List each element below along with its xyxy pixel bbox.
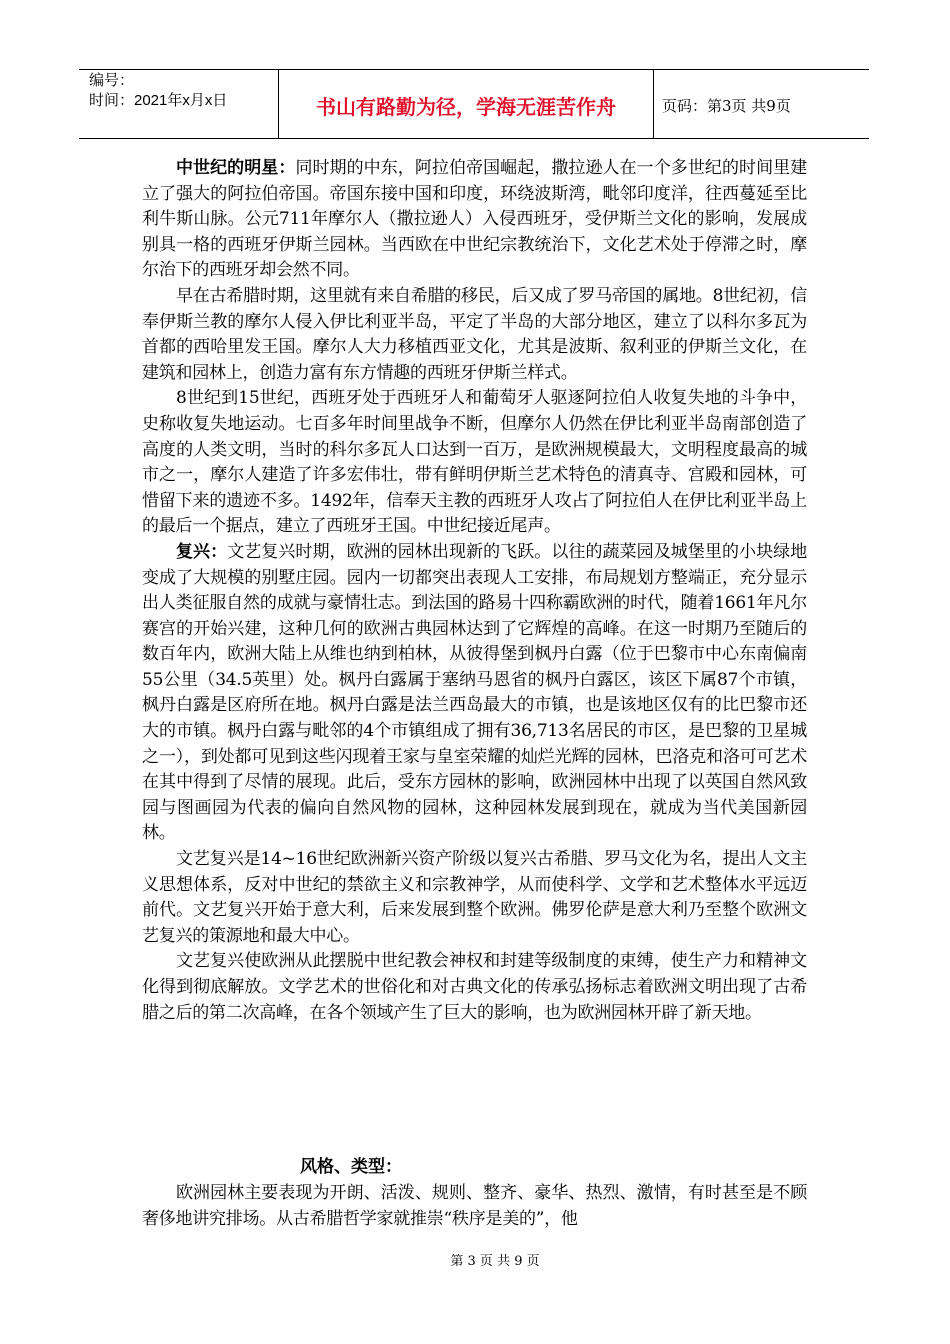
- document-number-label: 编号：: [89, 72, 135, 89]
- header-motto: 书山有路勤为径，学海无涯苦作舟: [279, 70, 654, 138]
- document-date-label: 时间：2021年x月x日: [89, 92, 228, 109]
- page-header: [79, 69, 869, 139]
- paragraph-medieval-star: [142, 156, 807, 284]
- paragraph-ancient-greece: 早在古希腊时期，这里就有来自希腊的移民，后又成了罗马帝国的属地。8世纪初，信奉伊斯兰教的摩尔人侵入伊比利亚半岛，平定了半岛的大部分地区，建立了以科尔多瓦为首都的西哈里发王国。摩尔人大力移植西亚文化，尤其是波斯、叙利亚的伊斯兰文化，在建筑和园林上，创造力富有东方情趣的西班牙伊斯兰样式。: [142, 285, 807, 383]
- section-heading-style-types: 风格、类型：: [300, 1157, 402, 1177]
- paragraph-lead-renaissance: 复兴：: [176, 541, 228, 562]
- style-content: [142, 1181, 807, 1232]
- header-meta: [79, 70, 279, 138]
- paragraph-renaissance-definition: 文艺复兴是14~16世纪欧洲新兴资产阶级以复兴古希腊、罗马文化为名，提出人文主义思想体系，反对中世纪的禁欲主义和宗教神学，从而使科学、文学和艺术整体水平远迈前代。文艺复兴开始于意大利，后来发展到整个欧洲。佛罗伦萨是意大利乃至整个欧洲文艺复兴的策源地和最大中心。: [142, 849, 807, 946]
- paragraph-text: 同时期的中东，阿拉伯帝国崛起，撒拉逊人在一个多世纪的时间里建立了强大的阿拉伯帝国。帝国东接中国和印度，环绕波斯湾，毗邻印度洋，往西蔓延至比利牛斯山脉。公元711年摩尔人（撒拉逊人）入侵西班牙，受伊斯兰文化的影响，发展成别具一格的西班牙伊斯兰园林。当西欧在中世纪宗教统治下，文化艺术处于停滞之时，摩尔治下的西班牙却会然不同。: [142, 158, 807, 281]
- paragraph-lead-medieval: 中世纪的明星：: [176, 158, 296, 178]
- main-content: [142, 156, 807, 1026]
- paragraph-renaissance-impact: 文艺复兴使欧洲从此摆脱中世纪教会神权和封建等级制度的束缚，使生产力和精神文化得到彻底解放。文学艺术的世俗化和对古典文化的传承弘扬标志着欧洲文明出现了古希腊之后的第二次高峰，在各个领域产生了巨大的影响，也为欧洲园林开辟了新天地。: [142, 951, 807, 1023]
- paragraph-reconquista: 8世纪到15世纪，西班牙处于西班牙人和葡萄牙人驱逐阿拉伯人收复失地的斗争中，史称收复失地运动。七百多年时间里战争不断，但摩尔人仍然在伊比利亚半岛南部创造了高度的人类文明，当时的科尔多瓦人口达到一百万，是欧洲规模最大，文明程度最高的城市之一，摩尔人建造了许多宏伟壮，带有鲜明伊斯兰艺术特色的清真寺、宫殿和园林，可惜留下来的遗迹不多。1492年，信奉天主教的西班牙人攻占了阿拉伯人在伊比利亚半岛上的最后一个据点，建立了西班牙王国。中世纪接近尾声。: [142, 388, 807, 537]
- paragraph-text: 文艺复兴时期，欧洲的园林出现新的飞跃。以往的蔬菜园及城堡里的小块绿地变成了大规模的别墅庄园。园内一切都突出表现人工安排，布局规划方整端正，充分显示出人类征服自然的成就与豪情壮志。到法国的路易十四称霸欧洲的时代，随着1661年凡尔赛宫的开始兴建，这种几何的欧洲古典园林达到了它辉煌的高峰。在这一时期乃至随后的数百年内，欧洲大陆上从维也纳到柏林，从彼得堡到枫丹白露（位于巴黎市中心东南偏南55公里（34.5英里）处。枫丹白露属于塞纳马恩省的枫丹白露区，该区下属87个市镇，枫丹白露是区府所在地。枫丹白露是法兰西岛最大的市镇，也是该地区仅有的比巴黎市还大的市镇。枫丹白露与毗邻的4个市镇组成了拥有36,713名居民的市区，是巴黎的卫星城之一），到处都可见到这些闪现着王家与皇室荣耀的灿烂光辉的园林，巴洛克和洛可可艺术在其中得到了尽情的展现。此后，受东方园林的影响，欧洲园林中出现了以英国自然风致园与图画园为代表的偏向自然风物的园林，这种园林发展到现在，就成为当代美国新园林。: [142, 541, 807, 844]
- paragraph-renaissance: [142, 540, 807, 847]
- header-page-number: 页码：第3页 共9页: [662, 96, 791, 115]
- page-footer: 第 3 页 共 9 页: [450, 1254, 540, 1269]
- paragraph-european-garden-style: 欧洲园林主要表现为开朗、活泼、规则、整齐、豪华、热烈、激情，有时甚至是不顾奢侈地讲究排场。从古希腊哲学家就推崇“秩序是美的”，他: [142, 1183, 807, 1229]
